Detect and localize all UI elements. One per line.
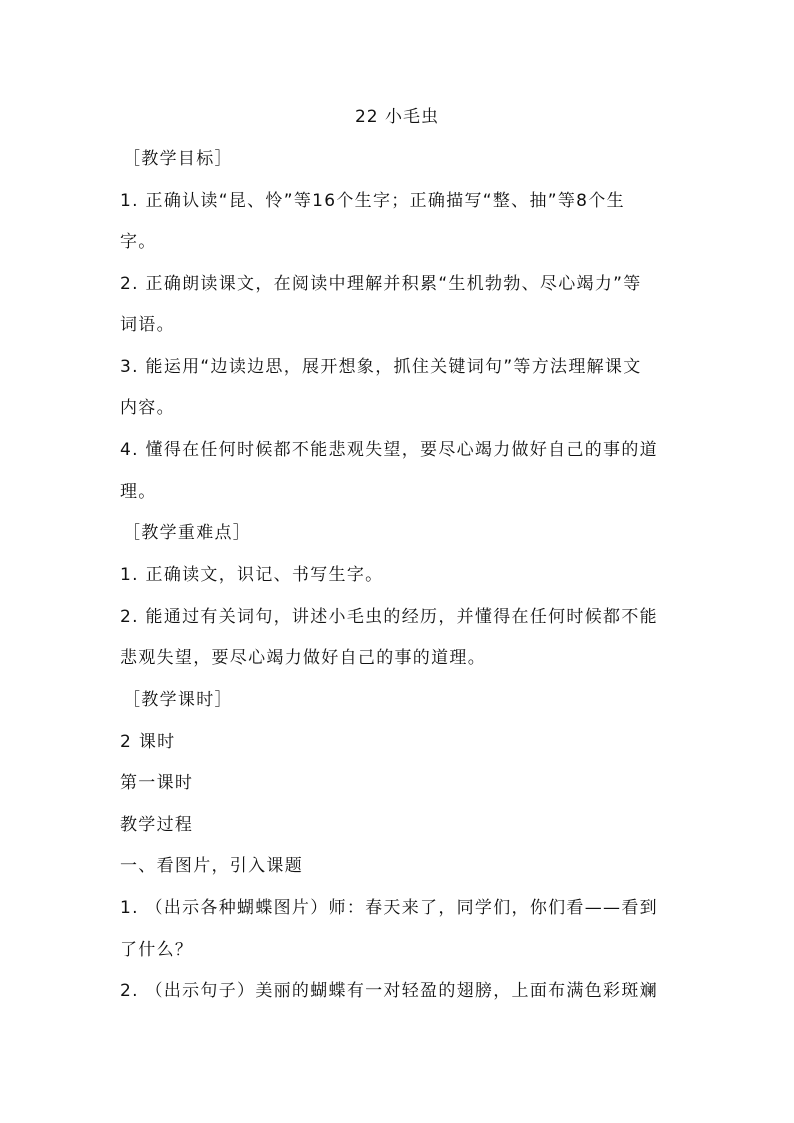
text-line: 了什么？: [120, 940, 194, 960]
text-line: 悲观失望，要尽心竭力做好自己的事的道理。: [120, 648, 486, 668]
document-title: 22 小毛虫: [354, 107, 440, 127]
section-heading-objectives: ［教学目标］: [123, 149, 233, 169]
text-line: 内容。: [120, 398, 175, 418]
text-line: 3. 能运用“边读边思，展开想象，抓住关键词句”等方法理解课文: [120, 357, 642, 377]
text-line: 1. 正确认读“昆、怜”等16个生字；正确描写“整、抽”等8个生: [120, 191, 625, 211]
text-line: 字。: [120, 232, 157, 252]
text-line: 词语。: [120, 315, 175, 335]
text-line: 1. （出示各种蝴蝶图片）师：春天来了，同学们，你们看——看到: [120, 898, 658, 918]
text-line: 理。: [120, 482, 157, 502]
text-line: 2 课时: [120, 732, 176, 752]
text-line: 教学过程: [120, 815, 194, 835]
text-line: 2. 正确朗读课文，在阅读中理解并积累“生机勃勃、尽心竭力”等: [120, 274, 642, 294]
text-line: 第一课时: [120, 773, 194, 793]
text-line: 1. 正确读文，识记、书写生字。: [120, 565, 384, 585]
text-line: 一、看图片，引入课题: [120, 856, 303, 876]
text-line: 2. （出示句子）美丽的蝴蝶有一对轻盈的翅膀，上面布满色彩斑斓: [120, 981, 658, 1001]
text-line: 4. 懂得在任何时候都不能悲观失望，要尽心竭力做好自己的事的道: [120, 440, 658, 460]
section-heading-periods: ［教学课时］: [123, 690, 233, 710]
text-line: 2. 能通过有关词句，讲述小毛虫的经历，并懂得在任何时候都不能: [120, 607, 658, 627]
section-heading-key-points: ［教学重难点］: [123, 523, 252, 543]
